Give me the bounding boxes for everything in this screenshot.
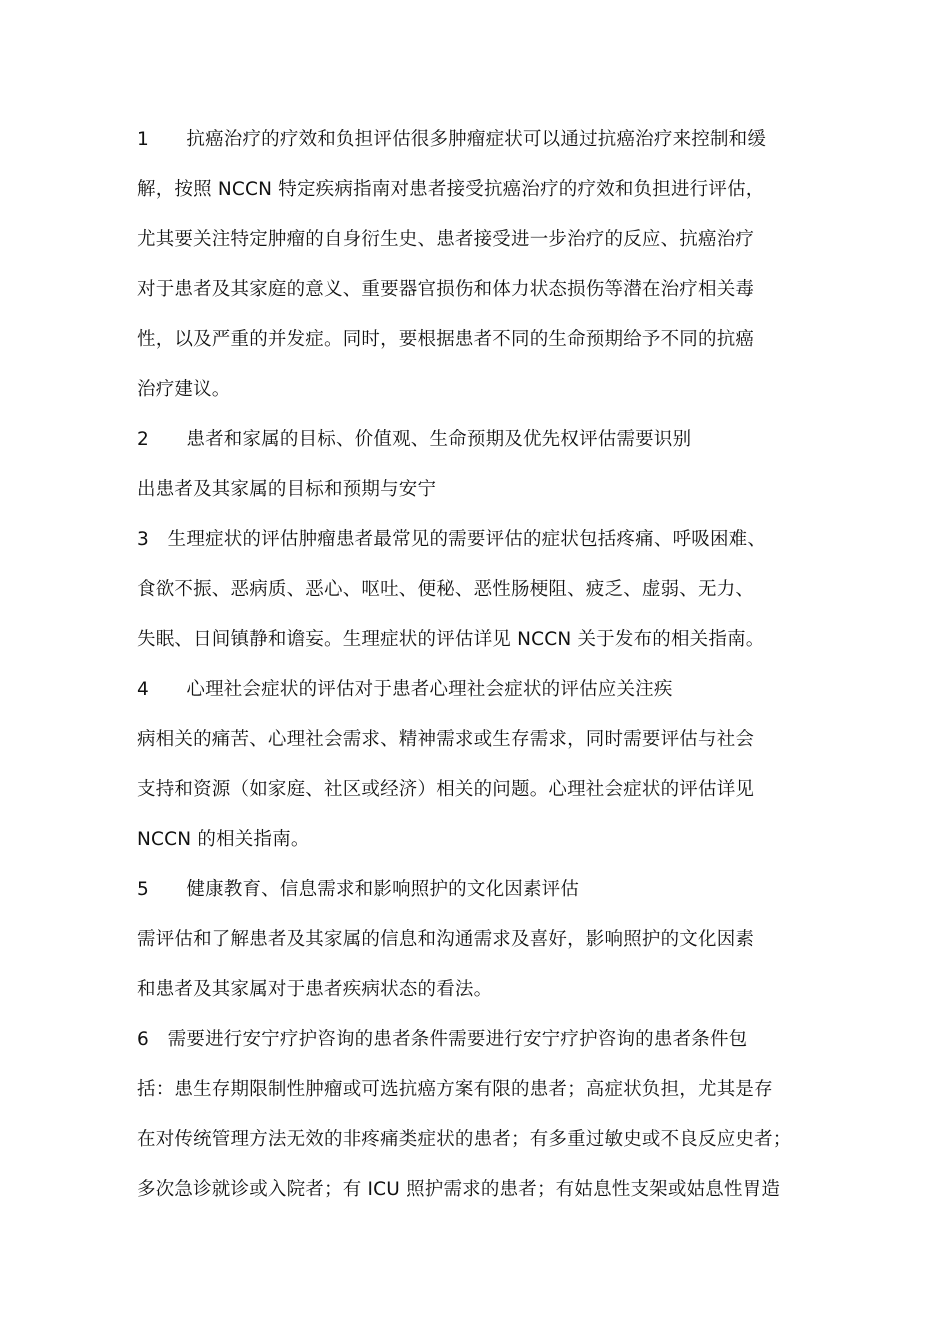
text-line-2: 解，按照 NCCN 特定疾病指南对患者接受抗癌治疗的疗效和负担进行评估， — [137, 179, 765, 200]
text-line-16: 5 健康教育、信息需求和影响照护的文化因素评估 — [137, 879, 580, 900]
text-line-12: 4 心理社会症状的评估对于患者心理社会症状的评估应关注疾 — [137, 679, 673, 700]
text-line-7: 2 患者和家属的目标、价值观、生命预期及优先权评估需要识别 — [137, 429, 692, 450]
text-line-4: 对于患者及其家庭的意义、重要器官损伤和体力状态损伤等潜在治疗相关毒 — [137, 279, 755, 300]
text-line-15: NCCN 的相关指南。 — [137, 829, 310, 850]
text-line-8: 出患者及其家属的目标和预期与安宁 — [137, 479, 437, 500]
text-line-11: 失眠、日间镇静和谵妄。生理症状的评估详见 NCCN 关于发布的相关指南。 — [137, 629, 765, 650]
text-line-17: 需评估和了解患者及其家属的信息和沟通需求及喜好，影响照护的文化因素 — [137, 929, 755, 950]
text-line-9: 3 生理症状的评估肿瘤患者最常见的需要评估的症状包括疼痛、呼吸困难、 — [137, 529, 767, 550]
text-line-5: 性，以及严重的并发症。同时，要根据患者不同的生命预期给予不同的抗癌 — [137, 329, 755, 350]
text-line-14: 支持和资源（如家庭、社区或经济）相关的问题。心理社会症状的评估详见 — [137, 779, 755, 800]
text-line-13: 病相关的痛苦、心理社会需求、精神需求或生存需求，同时需要评估与社会 — [137, 729, 755, 750]
text-line-1: 1 抗癌治疗的疗效和负担评估很多肿瘤症状可以通过抗癌治疗来控制和缓 — [137, 129, 767, 150]
text-line-6: 治疗建议。 — [137, 379, 231, 400]
text-line-22: 多次急诊就诊或入院者；有 ICU 照护需求的患者；有姑息性支架或姑息性胃造 — [137, 1179, 781, 1200]
text-line-20: 括：患生存期限制性肿瘤或可选抗癌方案有限的患者；高症状负担，尤其是存 — [137, 1079, 773, 1100]
text-line-18: 和患者及其家属对于患者疾病状态的看法。 — [137, 979, 493, 1000]
text-line-10: 食欲不振、恶病质、恶心、呕吐、便秘、恶性肠梗阻、疲乏、虚弱、无力、 — [137, 579, 755, 600]
text-line-19: 6 需要进行安宁疗护咨询的患者条件需要进行安宁疗护咨询的患者条件包 — [137, 1029, 748, 1050]
text-line-21: 在对传统管理方法无效的非疼痛类症状的患者；有多重过敏史或不良反应史者； — [137, 1129, 792, 1150]
text-line-3: 尤其要关注特定肿瘤的自身衍生史、患者接受进一步治疗的反应、抗癌治疗 — [137, 229, 755, 250]
